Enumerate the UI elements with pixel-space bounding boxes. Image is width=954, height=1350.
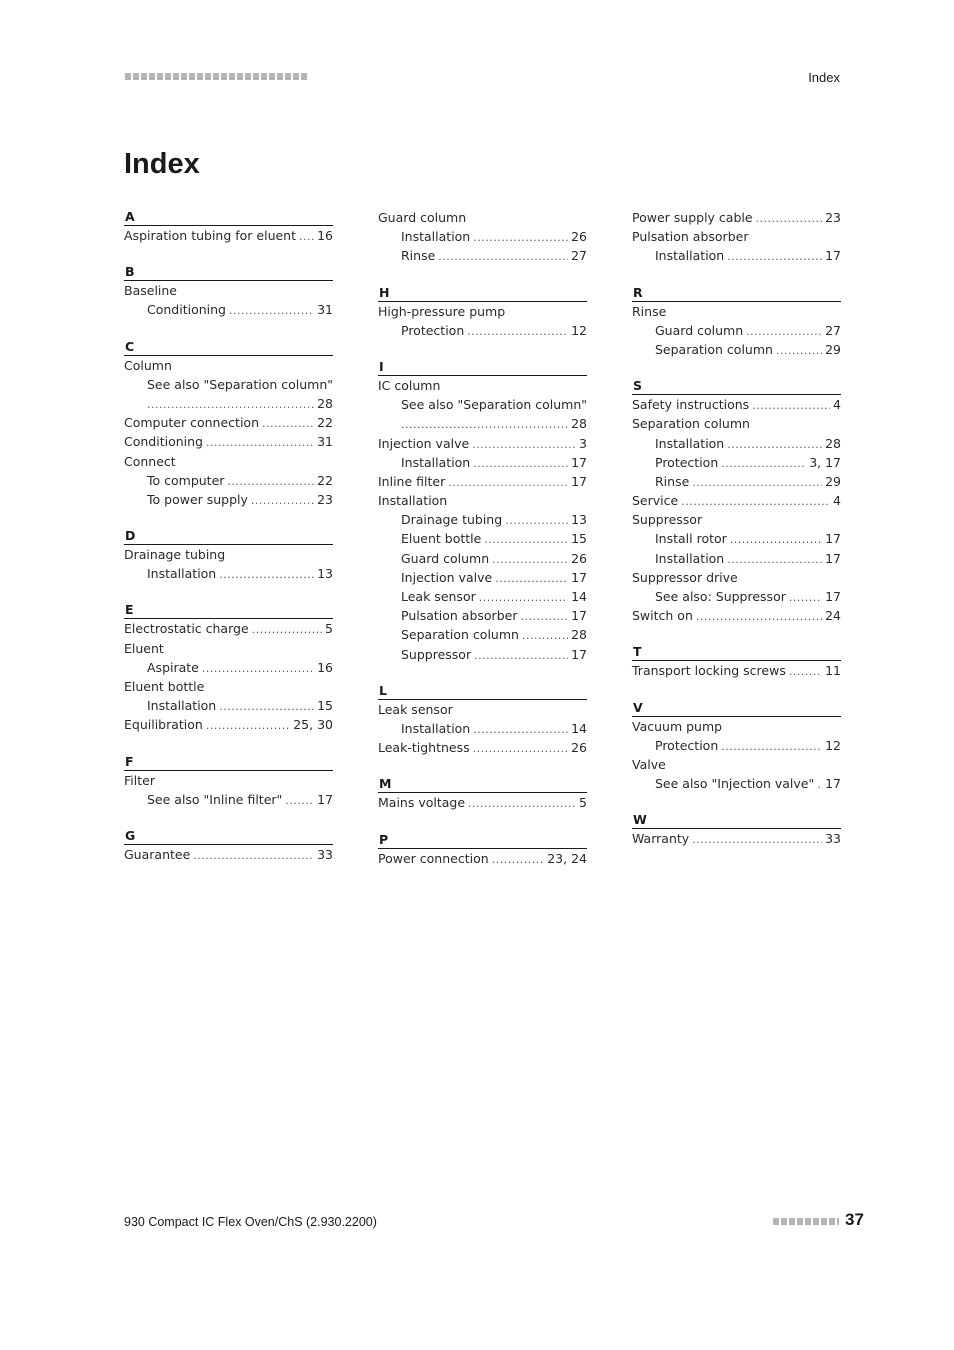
index-entry-term: Vacuum pump	[632, 718, 723, 734]
index-group	[124, 601, 333, 734]
page-title: Index	[124, 148, 200, 180]
index-entry-page: 17	[825, 248, 841, 264]
index-entry	[124, 300, 333, 319]
index-entry-term: Baseline	[124, 283, 177, 299]
index-entry-page: 31	[317, 302, 333, 318]
index-entry-term: Installation	[147, 566, 217, 582]
index-entry-page: 26	[571, 229, 587, 245]
index-entry	[378, 453, 587, 472]
index-leader-dots	[776, 341, 822, 360]
index-group	[124, 827, 333, 864]
index-entry-page: 17	[571, 608, 587, 624]
index-leader-dots	[692, 830, 822, 849]
index-entry	[124, 394, 333, 413]
index-entry-term: High-pressure pump	[378, 303, 506, 319]
index-letter-heading: G	[124, 827, 333, 845]
index-leader-dots	[219, 565, 314, 584]
index-entry	[378, 395, 587, 414]
index-group	[632, 643, 841, 680]
index-entry-term: Separation column	[401, 627, 519, 643]
index-letter-heading: B	[124, 263, 333, 281]
index-leader-dots	[696, 607, 822, 626]
index-entry	[632, 755, 841, 774]
index-entry-page: 3	[579, 435, 587, 451]
index-entry-term: Equilibration	[124, 717, 203, 733]
index-leader-dots	[484, 530, 568, 549]
running-header-title: Index	[808, 70, 840, 85]
index-entry	[124, 356, 333, 375]
index-entry-page: 5	[325, 621, 333, 637]
index-group	[632, 699, 841, 794]
index-entry-term: Install rotor	[655, 531, 727, 547]
index-entry-page: 13	[571, 512, 587, 528]
index-leader-dots	[681, 492, 830, 511]
index-letter-heading: H	[378, 284, 587, 302]
index-entry-term: See also "Separation column"	[147, 376, 334, 392]
index-entry-term: Mains voltage	[378, 795, 466, 811]
index-entry	[632, 208, 841, 227]
index-entry	[378, 414, 587, 433]
index-entry-page: 17	[825, 550, 841, 566]
index-entry	[378, 700, 587, 719]
index-entry-term: Safety instructions	[632, 397, 750, 413]
index-entry-page: 31	[317, 434, 333, 450]
index-entry-term: Installation	[655, 550, 725, 566]
index-group	[124, 527, 333, 583]
index-entry-term: Valve	[632, 756, 666, 772]
index-entry-term: Column	[124, 357, 172, 373]
index-entry-term: Guarantee	[124, 846, 191, 862]
index-entry-term: Switch on	[632, 608, 693, 624]
index-entry-page: 17	[825, 531, 841, 547]
index-leader-dots	[495, 569, 568, 588]
index-leader-dots	[756, 209, 823, 228]
index-group	[378, 682, 587, 758]
index-entry-term: Injection valve	[401, 569, 493, 585]
index-leader-dots	[467, 322, 568, 341]
index-leader-dots	[522, 626, 568, 645]
index-entry	[124, 375, 333, 394]
index-entry	[124, 715, 333, 734]
index-entry-term: Installation	[401, 720, 471, 736]
index-entry	[124, 790, 333, 809]
index-entry-term: Rinse	[632, 303, 667, 319]
index-entry	[632, 395, 841, 414]
index-column-1	[124, 208, 333, 882]
index-entry-page: 28	[571, 416, 587, 432]
index-leader-dots	[721, 454, 806, 473]
index-column-3	[632, 208, 841, 867]
index-entry-term: See also "Separation column"	[401, 397, 588, 413]
index-entry	[632, 414, 841, 433]
index-group	[378, 831, 587, 868]
index-entry	[632, 587, 841, 606]
index-leader-dots	[251, 491, 314, 510]
index-entry	[124, 658, 333, 677]
index-leader-dots	[206, 433, 314, 452]
index-group	[124, 263, 333, 319]
index-entry	[378, 491, 587, 510]
index-entry-term: Guard column	[401, 550, 490, 566]
index-entry-term: See also: Suppressor	[655, 589, 786, 604]
index-entry-page: 25, 30	[293, 717, 333, 733]
index-entry-term: Suppressor	[401, 646, 472, 662]
index-leader-dots	[474, 646, 568, 665]
index-entry-page: 3, 17	[809, 454, 841, 470]
index-letter-heading: S	[632, 377, 841, 395]
index-entry-page: 17	[317, 791, 333, 807]
index-entry	[632, 453, 841, 472]
index-entry-page: 17	[825, 589, 841, 604]
index-leader-dots	[468, 794, 576, 813]
index-entry-page: 17	[571, 646, 587, 662]
index-leader-dots	[438, 247, 568, 266]
index-letter-heading: D	[124, 527, 333, 545]
index-entry-page: 14	[571, 589, 587, 604]
index-entry	[632, 434, 841, 453]
index-entry	[124, 564, 333, 583]
index-entry	[378, 645, 587, 664]
index-entry-page: 17	[825, 776, 841, 792]
index-entry-term: Eluent	[124, 640, 164, 656]
index-leader-dots	[299, 227, 314, 246]
index-entry-page: 33	[317, 846, 333, 862]
index-entry-page: 15	[317, 698, 333, 714]
index-entry-term: Conditioning	[147, 302, 226, 318]
index-leader-dots	[219, 697, 314, 716]
index-entry	[124, 490, 333, 509]
index-entry	[632, 302, 841, 321]
index-letter-heading: P	[378, 831, 587, 849]
index-entry	[378, 793, 587, 812]
index-entry-term: Aspiration tubing for eluent	[124, 228, 297, 243]
index-leader-dots	[227, 472, 314, 491]
index-entry	[632, 340, 841, 359]
index-entry-term: Leak sensor	[401, 589, 476, 604]
index-entry-term: Installation	[655, 435, 725, 451]
index-entry-term: Separation column	[655, 341, 773, 357]
index-entry	[632, 736, 841, 755]
index-entry-term: Separation column	[632, 416, 750, 432]
index-entry-term: Installation	[401, 454, 471, 470]
index-entry	[632, 606, 841, 625]
index-entry	[378, 738, 587, 757]
index-entry-term: Protection	[655, 454, 719, 470]
index-entry-page: 11	[825, 663, 841, 679]
index-entry	[632, 549, 841, 568]
index-entry-term: Inline filter	[378, 473, 446, 489]
index-entry-term: Computer connection	[124, 415, 259, 431]
index-entry	[378, 227, 587, 246]
index-entry	[378, 434, 587, 453]
index-entry-term: IC column	[378, 377, 441, 393]
index-entry-page: 14	[571, 720, 587, 736]
index-entry	[378, 510, 587, 529]
index-entry-term: Guard column	[655, 322, 744, 338]
index-entry	[378, 719, 587, 738]
index-entry-term: Filter	[124, 772, 155, 788]
index-leader-dots	[473, 720, 568, 739]
footer-decorative-squares	[773, 1218, 839, 1225]
index-entry	[632, 246, 841, 265]
index-group	[378, 208, 587, 266]
index-letter-heading: C	[124, 338, 333, 356]
index-entry	[124, 281, 333, 300]
index-entry	[124, 619, 333, 638]
index-entry-page: 27	[825, 322, 841, 338]
index-leader-dots	[473, 739, 568, 758]
index-entry	[124, 677, 333, 696]
index-letter-heading: W	[632, 811, 841, 829]
index-entry-term: Installation	[147, 698, 217, 714]
index-entry-page: 23	[825, 210, 841, 225]
footer-document-title: 930 Compact IC Flex Oven/ChS (2.930.2200)	[124, 1215, 377, 1229]
index-leader-dots	[147, 395, 314, 414]
index-entry-term: Guard column	[378, 210, 467, 225]
index-column-2	[378, 208, 587, 886]
index-entry	[632, 227, 841, 246]
index-entry-page: 26	[571, 740, 587, 756]
index-entry	[124, 471, 333, 490]
index-group	[124, 338, 333, 510]
index-letter-heading: V	[632, 699, 841, 717]
index-leader-dots	[789, 662, 822, 681]
index-entry	[632, 472, 841, 491]
index-leader-dots	[473, 228, 568, 247]
index-entry-term: Transport locking screws	[632, 663, 786, 679]
index-entry	[632, 774, 841, 793]
index-entry-term: To computer	[147, 472, 225, 488]
index-leader-dots	[472, 435, 576, 454]
index-entry	[632, 717, 841, 736]
index-entry	[124, 771, 333, 790]
index-entry	[124, 639, 333, 658]
index-group	[124, 753, 333, 809]
index-entry	[378, 208, 587, 227]
index-leader-dots	[285, 791, 314, 810]
index-entry-page: 16	[317, 659, 333, 675]
index-entry-term: Service	[632, 493, 679, 509]
index-entry-term: Connect	[124, 453, 176, 469]
index-entry-term: Power supply cable	[632, 210, 753, 225]
index-entry	[124, 845, 333, 864]
index-letter-heading: A	[124, 208, 333, 226]
index-entry	[124, 226, 333, 245]
index-entry-term: Power connection	[378, 850, 489, 866]
index-entry-term: Rinse	[655, 473, 690, 489]
index-entry-term: Suppressor drive	[632, 569, 738, 585]
index-entry	[378, 302, 587, 321]
index-group	[632, 811, 841, 848]
index-leader-dots	[202, 659, 314, 678]
index-entry-term: Warranty	[632, 831, 690, 847]
index-leader-dots	[692, 473, 822, 492]
index-entry-term: Eluent bottle	[401, 531, 482, 547]
index-entry	[378, 849, 587, 868]
index-entry-term: Electrostatic charge	[124, 621, 249, 637]
index-entry-page: 16	[317, 228, 333, 243]
index-entry	[378, 549, 587, 568]
index-entry-page: 33	[825, 831, 841, 847]
index-leader-dots	[727, 247, 822, 266]
index-entry-page: 23, 24	[547, 850, 587, 866]
index-entry-page: 4	[833, 397, 841, 413]
index-entry-term: Rinse	[401, 248, 436, 264]
index-group	[632, 377, 841, 625]
index-entry-page: 13	[317, 566, 333, 582]
index-letter-heading: E	[124, 601, 333, 619]
index-entry-page: 4	[833, 493, 841, 509]
index-leader-dots	[492, 550, 568, 569]
index-entry-term: Protection	[655, 737, 719, 753]
index-leader-dots	[727, 550, 822, 569]
index-letter-heading: T	[632, 643, 841, 661]
index-entry-page: 15	[571, 531, 587, 547]
index-group	[378, 775, 587, 812]
index-entry-page: 22	[317, 415, 333, 431]
index-entry	[378, 472, 587, 491]
index-leader-dots	[817, 775, 822, 794]
index-entry-page: 12	[825, 737, 841, 753]
index-entry-term: Protection	[401, 322, 465, 338]
index-entry	[632, 510, 841, 529]
index-entry	[124, 413, 333, 432]
index-entry-page: 17	[571, 454, 587, 470]
index-entry	[378, 568, 587, 587]
index-entry-term: Aspirate	[147, 659, 199, 675]
index-letter-heading: F	[124, 753, 333, 771]
index-entry	[378, 587, 587, 606]
index-leader-dots	[727, 435, 822, 454]
index-leader-dots	[789, 588, 822, 607]
index-entry-page: 28	[825, 435, 841, 451]
index-leader-dots	[448, 473, 568, 492]
index-entry-page: 17	[571, 569, 587, 585]
index-entry-page: 22	[317, 472, 333, 488]
index-leader-dots	[721, 737, 822, 756]
index-letter-heading: I	[378, 358, 587, 376]
page-number: 37	[845, 1210, 864, 1229]
index-entry-term: Installation	[655, 248, 725, 264]
index-entry	[124, 696, 333, 715]
index-entry-term: Suppressor	[632, 512, 703, 528]
index-leader-dots	[746, 322, 822, 341]
index-entry-term: To power supply	[147, 491, 248, 507]
index-entry-page: 28	[317, 395, 333, 411]
index-leader-dots	[492, 850, 545, 869]
index-entry	[124, 432, 333, 451]
index-entry-page: 26	[571, 550, 587, 566]
index-entry-term: Drainage tubing	[124, 547, 226, 563]
index-entry-page: 29	[825, 473, 841, 489]
index-entry-page: 5	[579, 795, 587, 811]
index-entry	[378, 625, 587, 644]
index-leader-dots	[262, 414, 314, 433]
index-entry-term: Installation	[401, 229, 471, 245]
index-leader-dots	[206, 716, 290, 735]
index-leader-dots	[479, 588, 568, 607]
index-entry	[632, 661, 841, 680]
index-entry-page: 29	[825, 341, 841, 357]
index-entry-term: Pulsation absorber	[401, 608, 518, 624]
index-entry	[124, 452, 333, 471]
index-leader-dots	[505, 511, 568, 530]
index-entry-page: 24	[825, 608, 841, 624]
index-entry-term: Leak-tightness	[378, 740, 470, 756]
index-leader-dots	[473, 454, 568, 473]
index-entry-term: Leak sensor	[378, 701, 453, 717]
index-leader-dots	[401, 415, 568, 434]
index-entry	[632, 829, 841, 848]
index-entry	[632, 529, 841, 548]
index-entry-term: Drainage tubing	[401, 512, 503, 528]
header-decorative-squares	[125, 73, 308, 80]
index-entry	[378, 606, 587, 625]
index-group	[632, 284, 841, 360]
index-group	[632, 208, 841, 266]
index-entry	[124, 545, 333, 564]
index-group	[378, 284, 587, 340]
index-leader-dots	[520, 607, 568, 626]
index-letter-heading: M	[378, 775, 587, 793]
index-entry-term: Installation	[378, 493, 448, 509]
index-entry-term: See also "Injection valve"	[655, 776, 815, 792]
index-entry	[632, 568, 841, 587]
index-entry	[378, 529, 587, 548]
index-group	[378, 358, 587, 664]
index-leader-dots	[229, 301, 314, 320]
index-entry-page: 23	[317, 491, 333, 507]
index-letter-heading: L	[378, 682, 587, 700]
index-group	[124, 208, 333, 245]
index-leader-dots	[252, 620, 322, 639]
index-entry-page: 12	[571, 322, 587, 338]
index-entry	[632, 491, 841, 510]
index-entry-term: Conditioning	[124, 434, 203, 450]
index-entry-term: Eluent bottle	[124, 679, 205, 694]
index-entry	[632, 321, 841, 340]
index-entry	[378, 246, 587, 265]
index-entry	[378, 376, 587, 395]
index-entry-term: See also "Inline filter"	[147, 791, 283, 807]
index-entry-page: 28	[571, 627, 587, 643]
index-entry-page: 17	[571, 473, 587, 489]
index-entry-term: Injection valve	[378, 435, 470, 451]
index-leader-dots	[752, 396, 830, 415]
index-entry	[378, 321, 587, 340]
index-letter-heading: R	[632, 284, 841, 302]
index-leader-dots	[193, 846, 314, 865]
index-leader-dots	[730, 530, 822, 549]
index-entry-page: 27	[571, 248, 587, 264]
index-entry-term: Pulsation absorber	[632, 229, 749, 245]
